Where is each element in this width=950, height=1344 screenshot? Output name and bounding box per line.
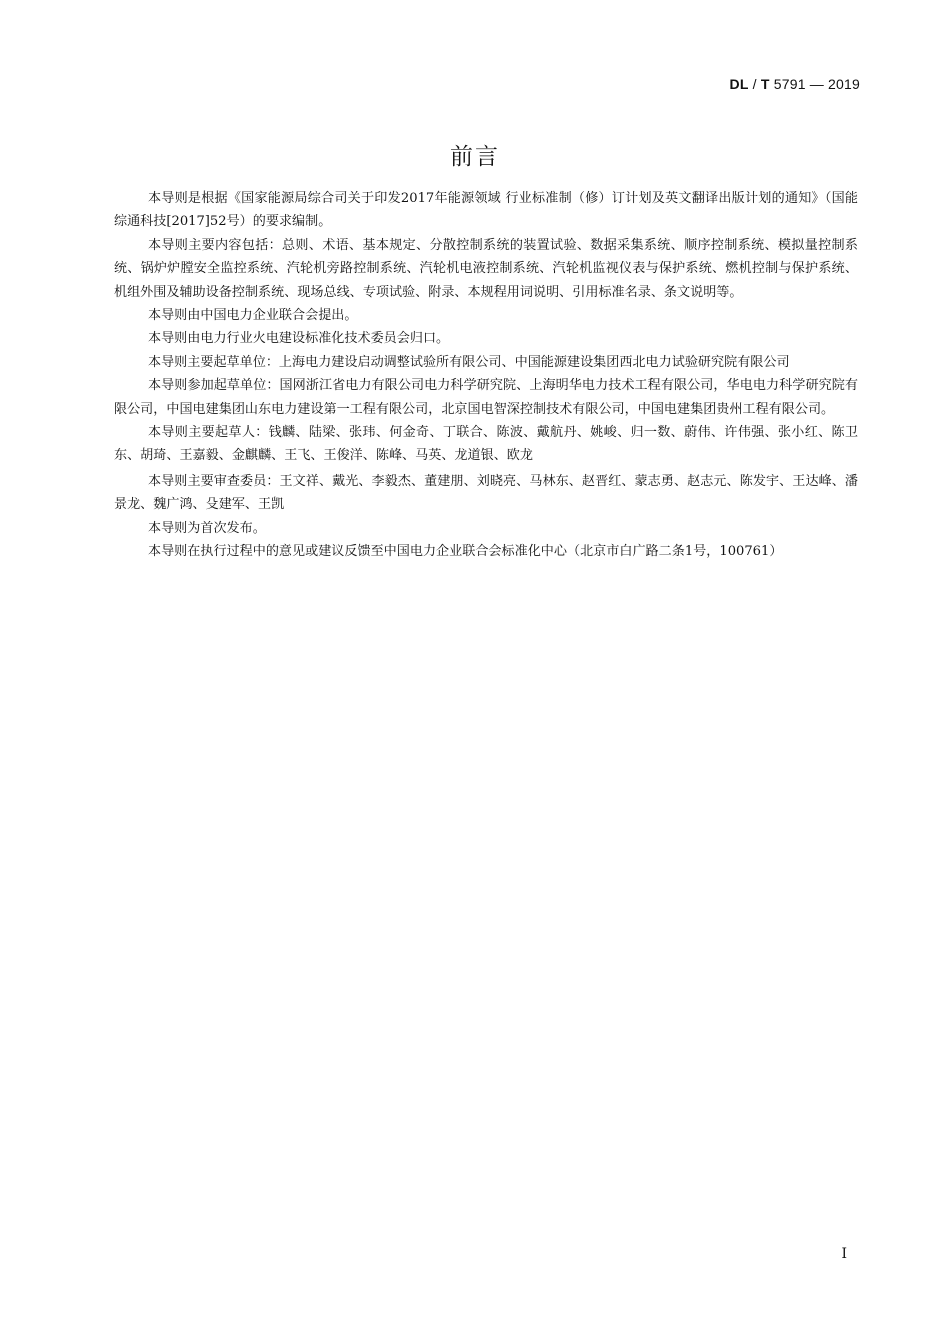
standard-separator: / <box>748 76 761 92</box>
foreword-body <box>114 187 858 564</box>
paragraph-first-release: 本导则为首次发布。 <box>148 520 266 536</box>
page-title: 前言 <box>450 144 500 170</box>
paragraph-participating-units: 本导则参加起草单位：国网浙江省电力有限公司电力科学研究院、上海明华电力技术工程有限公司，华电电力科学研究院有限公司，中国电建集团山东电力建设第一工程有限公司，北京国电智深控制技术有限公司，中国电建集团贵州工程有限公司。 <box>114 378 858 417</box>
page-number: I <box>841 1246 847 1262</box>
paragraph-contents: 本导则主要内容包括：总则、术语、基本规定、分散控制系统的装置试验、数据采集系统、顺序控制系统、模拟量控制系统、锅炉炉膛安全监控系统、汽轮机旁路控制系统、汽轮机电液控制系统、汽轮机监视仪表与保护系统、燃机控制与保护系统、机组外围及辅助设备控制系统、现场总线、专项试验、附录、本规程用词说明、引用标准名录、条文说明等。 <box>114 237 858 300</box>
paragraph-main-drafting-units: 本导则主要起草单位：上海电力建设启动调整试验所有限公司、中国能源建设集团西北电力试验研究院有限公司 <box>148 354 790 370</box>
paragraph-reviewers: 本导则主要审查委员：王文祥、戴光、李毅杰、董建朋、刘晓亮、马林东、赵晋红、蒙志勇、赵志元、陈发宇、王达峰、潘景龙、魏广鸿、殳建军、王凯 <box>114 473 858 513</box>
paragraph-proposer: 本导则由中国电力企业联合会提出。 <box>148 308 358 324</box>
paragraph-basis: 本导则是根据《国家能源局综合司关于印发2017年能源领域 行业标准制（修）订计划及英文翻译出版计划的通知》（国能综通科技[2017]52号）的要求编制。 <box>114 191 858 230</box>
paragraph-jurisdiction: 本导则由电力行业火电建设标准化技术委员会归口。 <box>148 331 450 347</box>
standard-type: T <box>760 76 770 92</box>
paragraph-main-drafters: 本导则主要起草人：钱麟、陆梁、张玮、何金奇、丁联合、陈波、戴航丹、姚峻、归一数、蔚伟、许伟强、张小红、陈卫东、胡琦、王嘉毅、金麒麟、王飞、王俊洋、陈峰、马英、龙道银、欧龙 <box>114 425 858 464</box>
standard-number-year: 5791 — 2019 <box>769 76 860 92</box>
standard-prefix: DL <box>729 76 749 92</box>
standard-code <box>730 76 860 92</box>
paragraph-feedback: 本导则在执行过程中的意见或建议反馈至中国电力企业联合会标准化中心（北京市白广路二条1号，100761） <box>148 544 783 560</box>
